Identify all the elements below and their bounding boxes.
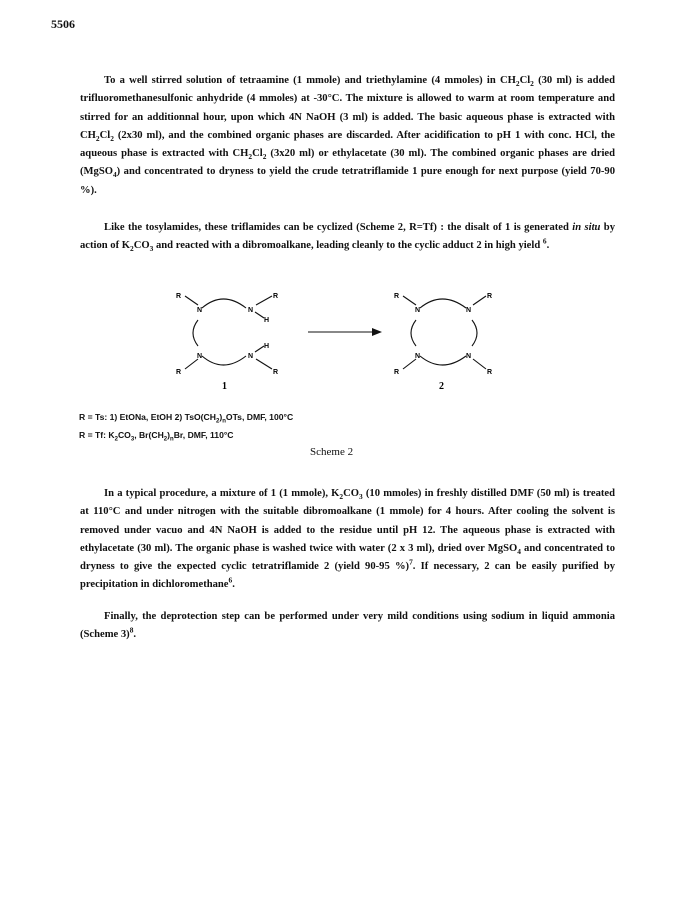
compound-1-label: 1 <box>222 381 227 392</box>
atom-n: N <box>248 307 254 314</box>
scheme-drawing <box>150 286 530 396</box>
atom-r: R <box>273 293 279 300</box>
atom-r: R <box>487 369 493 376</box>
atom-n: N <box>197 353 203 360</box>
atom-n: N <box>466 307 472 314</box>
atom-r: R <box>176 293 182 300</box>
atom-h: H <box>264 317 270 324</box>
atom-r: R <box>273 369 279 376</box>
atom-r: R <box>487 293 493 300</box>
atom-r: R <box>394 293 400 300</box>
atom-r: R <box>394 369 400 376</box>
atom-n: N <box>197 307 203 314</box>
paragraph-cyclization-intro: Like the tosylamides, these triflamides can be cyclized (Scheme 2, R=Tf) : the disalt of 1 is generated in situ by action of $K_2CO_3$ and reacted with a dibromoalkane, leading cleanly to the cyclic adduct 2 in high yield $^6$. <box>80 222 615 254</box>
paragraph-typical-procedure: In a typical procedure, a mixture of 1 (1 mmole), $K_2CO_3$ (10 mmoles) in freshly distilled DMF (50 ml) is treated at 110°C and under nitrogen with the suitable dibromoalkane (1 mmole) for 4 hours. After cooling the solvent is removed under vacuo and 4N NaOH is added to the residue until pH 12. The aqueous phase is extracted with ethylacetate (30 ml). The organic phase is washed twice with water (2 x 3 ml), dried over MgSO$_4$ and concentrated to dryness to give the expected cyclic tetratriflamide 2 (yield 90-95 %)$^7$. If necessary, 2 can be easily purified by precipitation in dichloromethane$^6$. <box>80 488 616 591</box>
atom-n: N <box>415 307 421 314</box>
atom-h: H <box>264 343 270 350</box>
scheme-caption: Scheme 2 <box>310 446 354 458</box>
reaction-scheme <box>150 286 530 396</box>
scheme-condition-ts: R = Ts: 1) EtONa, EtOH 2) $TsO(CH_2)_nOTs$, DMF, 100°C <box>79 412 294 425</box>
compound-2-label: 2 <box>439 381 444 392</box>
paragraph-deprotection: Finally, the deprotection step can be performed under very mild conditions using sodium in liquid ammonia (Scheme 3)$^8$. <box>80 611 615 641</box>
scheme-condition-tf: R = Tf: $K_2CO_3$, $Br(CH_2)_nBr$, DMF, 110°C <box>79 430 234 443</box>
atom-n: N <box>248 353 254 360</box>
page-number: 5506 <box>51 17 75 31</box>
reaction-arrow <box>308 328 382 336</box>
atom-n: N <box>415 353 421 360</box>
atom-r: R <box>176 369 182 376</box>
atom-n: N <box>466 353 472 360</box>
paragraph-procedure-triflation: To a well stirred solution of tetraamine (1 mmole) and triethylamine (4 mmoles) in $CH_2Cl_2$ (30 ml) is added trifluoromethanesulfonic anhydride (4 mmoles) at -30°C. The mixture is allowed to warm at room temperature and stirred for an additionnal hour, upon which 4N NaOH (3 ml) is added. The basic aqueous phase is extracted with $CH_2Cl_2$ (2x30 ml), and the combined organic phases are discarded. After acidification to pH 1 with conc. HCl, the aqueous phase is extracted with $CH_2Cl_2$ (3x20 ml) or ethylacetate (30 ml). The combined organic phases are dried (MgSO$_4$) and concentrated to dryness to yield the crude tetratriflamide 1 pure enough for next purpose (yield 70-90 %). <box>80 75 615 196</box>
